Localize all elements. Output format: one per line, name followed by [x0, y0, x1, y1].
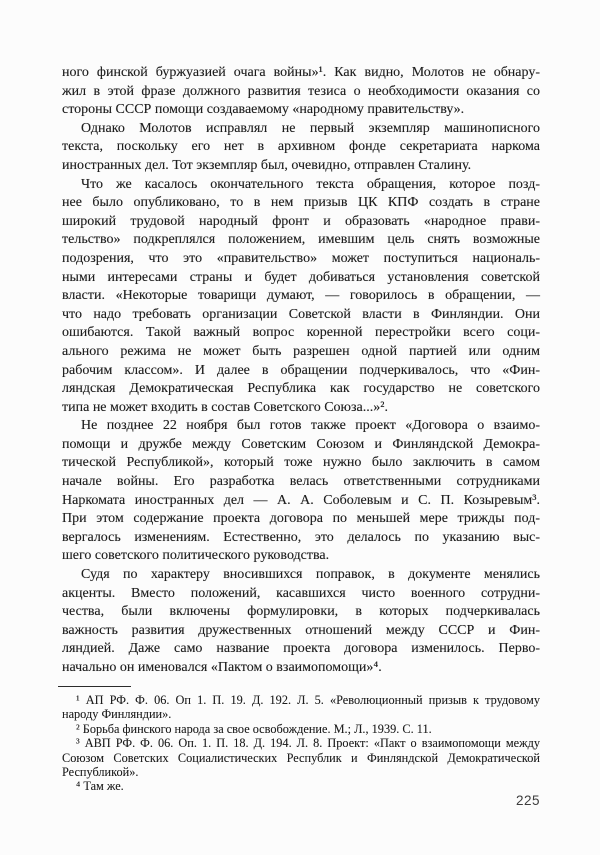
body-text — [62, 64, 540, 678]
text-line: Республикой». — [62, 765, 139, 780]
footnote — [62, 722, 540, 736]
text-line: вергалось изменениям. Естественно, это делалось по указанию выс- — [62, 529, 540, 545]
text-line: помощи и дружбе между Советским Союзом и Финляндской Демокра- — [62, 436, 540, 452]
text-line: Судя по характеру вносившихся поправок, в документе менялись — [81, 567, 540, 583]
text-line: ⁴ Там же. — [76, 779, 124, 794]
text-line: ¹ АП РФ. Ф. 06. Оп 1. П. 19. Д. 192. Л. 5. «Революционный призыв к трудовому — [76, 693, 540, 707]
text-line: Не позднее 22 ноября был готов также проект «Договора о взаимо- — [81, 418, 540, 434]
text-line: текста, поскольку его нет в архивном фонде секретариата наркома — [62, 139, 540, 155]
text-line: При этом содержание проекта договора по меньшей мере трижды под- — [62, 511, 540, 527]
text-line: ³ АВП РФ. Ф. 06. Оп. 1. П. 18. Д. 194. Л. 8. Проект: «Пакт о взаимопомощи между — [76, 736, 540, 751]
text-line: ошибаются. Такой важный вопрос коренной перестройки всего соци- — [62, 325, 540, 341]
text-line: ального режима не может быть разрешен одной партией или одним — [62, 343, 540, 359]
text-line: ными интересами страны и будет добиваться установления советской — [62, 269, 540, 285]
text-line: ного финской буржуазией очага войны»¹. Как видно, Молотов не обнару- — [62, 65, 540, 80]
text-line: подозрения, что это «правительство» может поступиться националь- — [62, 250, 540, 266]
text-line: ляндская Демократическая Республика как государство не советского — [62, 381, 540, 397]
text-line: широкий трудовой народный фронт и образовать «народное прави- — [62, 213, 540, 229]
page-number: 225 — [515, 793, 540, 808]
footnote — [62, 779, 540, 793]
text-line: что надо требовать организации Советской власти в Финляндии. Они — [62, 306, 540, 322]
paragraph — [62, 417, 540, 566]
footnote-separator — [58, 686, 131, 687]
text-line: важность развития дружественных отношений между СССР и Фин- — [62, 622, 540, 638]
paragraph — [62, 176, 540, 418]
text-line: жил в этой фразе должного развития тезиса о необходимости оказания со — [62, 83, 540, 99]
text-line: власти. «Некоторые товарищи думают, — говорилось в обращении, — — [62, 288, 540, 304]
text-line: типа не может входить в состав Советского Союза...»². — [62, 399, 388, 415]
text-line: Что же касалось окончательного текста обращения, которое позд- — [81, 176, 540, 192]
text-line: ляндией. Даже само название проекта договора изменилось. Перво- — [62, 641, 540, 657]
footnote — [62, 693, 540, 722]
text-line: нее было опубликовано, то в нем призыв ЦК КПФ создать в стране — [62, 195, 540, 211]
text-line: Союзом Советских Социалистических Республик и Финляндской Демократической — [62, 750, 540, 765]
text-line: Однако Молотов исправлял не первый экземпляр машинописного — [81, 120, 540, 136]
text-line: Наркомата иностранных дел — А. А. Соболевым и С. П. Козыревым³. — [62, 492, 540, 508]
paragraph — [62, 64, 540, 120]
footnote — [62, 736, 540, 779]
text-line: тической Республикой», который тоже нужно было заключить в самом — [62, 455, 540, 471]
text-line: шего советского политического руководства. — [62, 548, 330, 564]
text-line: начально он именовался «Пактом о взаимопомощи»⁴. — [62, 660, 382, 675]
text-line: стороны СССР помощи создаваемому «народному правительству». — [62, 102, 465, 118]
footnotes-block — [62, 693, 540, 794]
text-line: тельство» подкреплялся положением, имевшим цель снять возможные — [62, 232, 540, 248]
text-line: ² Борьба финского народа за свое освобождение. М.; Л., 1939. С. 11. — [76, 721, 432, 736]
text-line: народу Финляндии». — [62, 707, 172, 722]
paragraph — [62, 566, 540, 678]
paragraph — [62, 120, 540, 176]
text-line: иностранных дел. Тот экземпляр был, очевидно, отправлен Сталину. — [62, 157, 472, 173]
text-line: рабочим классом». И далее в обращении подчеркивалось, что «Фин- — [62, 362, 540, 378]
text-line: начале войны. Его разработка велась ответственными сотрудниками — [62, 474, 540, 490]
text-line: чества, были включены формулировки, в которых подчеркивалась — [62, 604, 540, 620]
text-line: акценты. Вместо положений, касавшихся чисто военного сотрудни- — [62, 585, 540, 601]
